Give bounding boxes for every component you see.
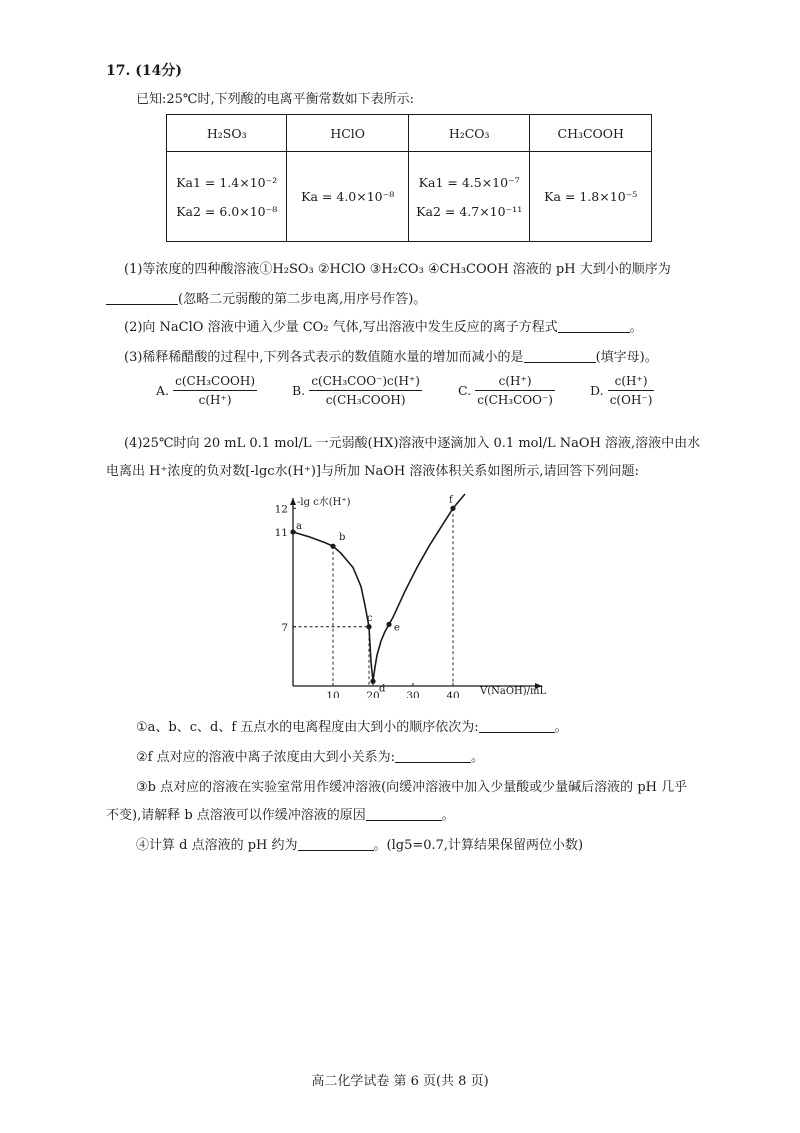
part3-end: (填字母)。: [595, 350, 658, 365]
option-b-label: B.: [292, 383, 306, 398]
subq2-text: ②f 点对应的溶液中离子浓度由大到小关系为:: [136, 750, 395, 765]
point-label-c: c: [367, 612, 373, 624]
chart-xlabel: V(NaOH)/mL: [480, 686, 547, 697]
ka1-h2so3: Ka1 = 1.4×10⁻²: [176, 174, 278, 190]
ka1-h2co3: Ka1 = 4.5×10⁻⁷: [418, 174, 520, 190]
answer-blank-q2[interactable]: [395, 750, 471, 763]
subq3-line1: ③b 点对应的溶液在实验室常用作缓冲溶液(向缓冲溶液中加入少量酸或少量碱后溶液的 pH 几乎: [136, 780, 688, 795]
part1-line1: (1)等浓度的四种酸溶液①H₂SO₃ ②HClO ③H₂CO₃ ④CH₃COOH 溶液的 pH 大到小的顺序为: [124, 262, 671, 277]
y-tick-label-12: 12: [274, 503, 288, 516]
chart-curve: [293, 494, 465, 681]
x-tick-label-40: 40: [446, 690, 460, 698]
subq4-end: 。(lg5=0.7,计算结果保留两位小数): [373, 838, 584, 853]
subq3-line2: [106, 804, 455, 823]
subq1-text: ①a、b、c、d、f 五点水的电离程度由大到小的顺序依次为:: [136, 720, 479, 735]
table-header-h2co3: H₂CO₃: [408, 115, 530, 152]
option-a-fraction: [173, 374, 257, 407]
answer-blank-q4[interactable]: [298, 838, 374, 851]
answer-blank-3[interactable]: [524, 350, 596, 363]
answer-blank-1[interactable]: [106, 292, 178, 305]
chart-guides: [293, 508, 453, 686]
point-label-f: f: [449, 494, 453, 506]
point-c: [366, 624, 371, 629]
subq2-end: 。: [470, 750, 484, 765]
point-b: [330, 544, 335, 549]
option-a-numerator: c(CH₃COOH): [173, 374, 257, 391]
option-b: [292, 374, 422, 407]
ka-hclo: Ka = 4.0×10⁻⁸: [301, 189, 395, 204]
table-cell-hclo: [287, 152, 408, 242]
option-d-fraction: [608, 374, 655, 407]
option-c: [458, 374, 555, 407]
table-cell-h2co3: [408, 152, 530, 242]
question-intro: 已知:25℃时,下列酸的电离平衡常数如下表所示:: [136, 92, 414, 107]
chart-points: [290, 494, 455, 694]
ka-table: [166, 114, 652, 242]
y-tick-label-7: 7: [281, 621, 288, 634]
answer-blank-q1[interactable]: [479, 720, 555, 733]
y-axis-arrow: [290, 498, 296, 505]
point-f: [450, 506, 455, 511]
table-header-ch3cooh: CH₃COOH: [530, 115, 652, 152]
option-a-label: A.: [156, 383, 170, 398]
part3-text: (3)稀释稀醋酸的过程中,下列各式表示的数值随水量的增加而减小的是: [124, 350, 524, 365]
chart-ticks: [275, 503, 460, 698]
option-a: [156, 374, 257, 407]
point-label-a: a: [296, 520, 302, 532]
answer-blank-q3[interactable]: [366, 808, 442, 821]
option-c-numerator: c(H⁺): [475, 374, 555, 391]
option-c-fraction: [475, 374, 555, 407]
part2-end: 。: [629, 320, 643, 335]
chart-axes: [290, 498, 542, 689]
series-line-curve: [293, 494, 465, 681]
subq3-end: 。: [441, 808, 455, 823]
point-e: [386, 622, 391, 627]
point-label-b: b: [339, 532, 346, 544]
subq1-end: 。: [554, 720, 568, 735]
option-c-label: C.: [458, 383, 472, 398]
option-c-denominator: c(CH₃COO⁻): [477, 393, 553, 407]
ka2-h2so3: Ka2 = 6.0×10⁻⁸: [176, 203, 278, 219]
part3-line: [124, 346, 658, 365]
option-d: [590, 374, 654, 407]
option-b-numerator: c(CH₃COO⁻)c(H⁺): [309, 374, 422, 391]
x-tick-label-30: 30: [406, 690, 420, 698]
ka-ch3cooh: Ka = 1.8×10⁻⁵: [544, 189, 638, 204]
answer-blank-2[interactable]: [558, 320, 630, 333]
table-cell-ch3cooh: [530, 152, 652, 242]
option-d-label: D.: [590, 383, 604, 398]
x-tick-label-10: 10: [326, 690, 340, 698]
option-d-numerator: c(H⁺): [608, 374, 655, 391]
option-a-denominator: c(H⁺): [198, 393, 232, 407]
ka2-h2co3: Ka2 = 4.7×10⁻¹¹: [416, 203, 523, 219]
chart-ylabel: -lg c水(H⁺): [297, 497, 351, 508]
point-label-d: d: [379, 683, 386, 695]
part1-line2: (忽略二元弱酸的第二步电离,用序号作答)。: [178, 292, 427, 307]
table-cell-h2so3: [167, 152, 287, 242]
x-tick-label-20: 20: [366, 690, 380, 698]
point-label-e: e: [394, 622, 400, 634]
subq4-line: [136, 834, 583, 853]
table-header-hclo: HClO: [287, 115, 408, 152]
option-b-fraction: [309, 374, 422, 407]
part2-line: [124, 316, 643, 335]
subq2-line: [136, 746, 484, 765]
option-d-denominator: c(OH⁻): [609, 393, 653, 407]
part4-line1: (4)25℃时向 20 mL 0.1 mol/L 一元弱酸(HX)溶液中逐滴加入 0.1 mol/L NaOH 溶液,溶液中由水: [124, 436, 701, 451]
subq3-text: 不变),请解释 b 点溶液可以作缓冲溶液的原因: [106, 808, 366, 823]
page-footer: 高二化学试卷 第 6 页(共 8 页): [311, 1074, 489, 1089]
part1-line2-wrap: [106, 288, 426, 307]
part4-line2: 电离出 H⁺浓度的负对数[-lgc水(H⁺)]与所加 NaOH 溶液体积关系如图所示,请回答下列问题:: [106, 464, 639, 479]
titration-chart: [270, 488, 560, 698]
subq4-text: ④计算 d 点溶液的 pH 约为: [136, 838, 298, 853]
question-number: 17. (14分): [106, 63, 182, 79]
part2-text: (2)向 NaClO 溶液中通入少量 CO₂ 气体,写出溶液中发生反应的离子方程式: [124, 320, 558, 335]
option-b-denominator: c(CH₃COOH): [325, 393, 406, 407]
subq1-line: [136, 716, 568, 735]
y-tick-label-11: 11: [274, 526, 288, 539]
table-header-h2so3: H₂SO₃: [167, 115, 287, 152]
